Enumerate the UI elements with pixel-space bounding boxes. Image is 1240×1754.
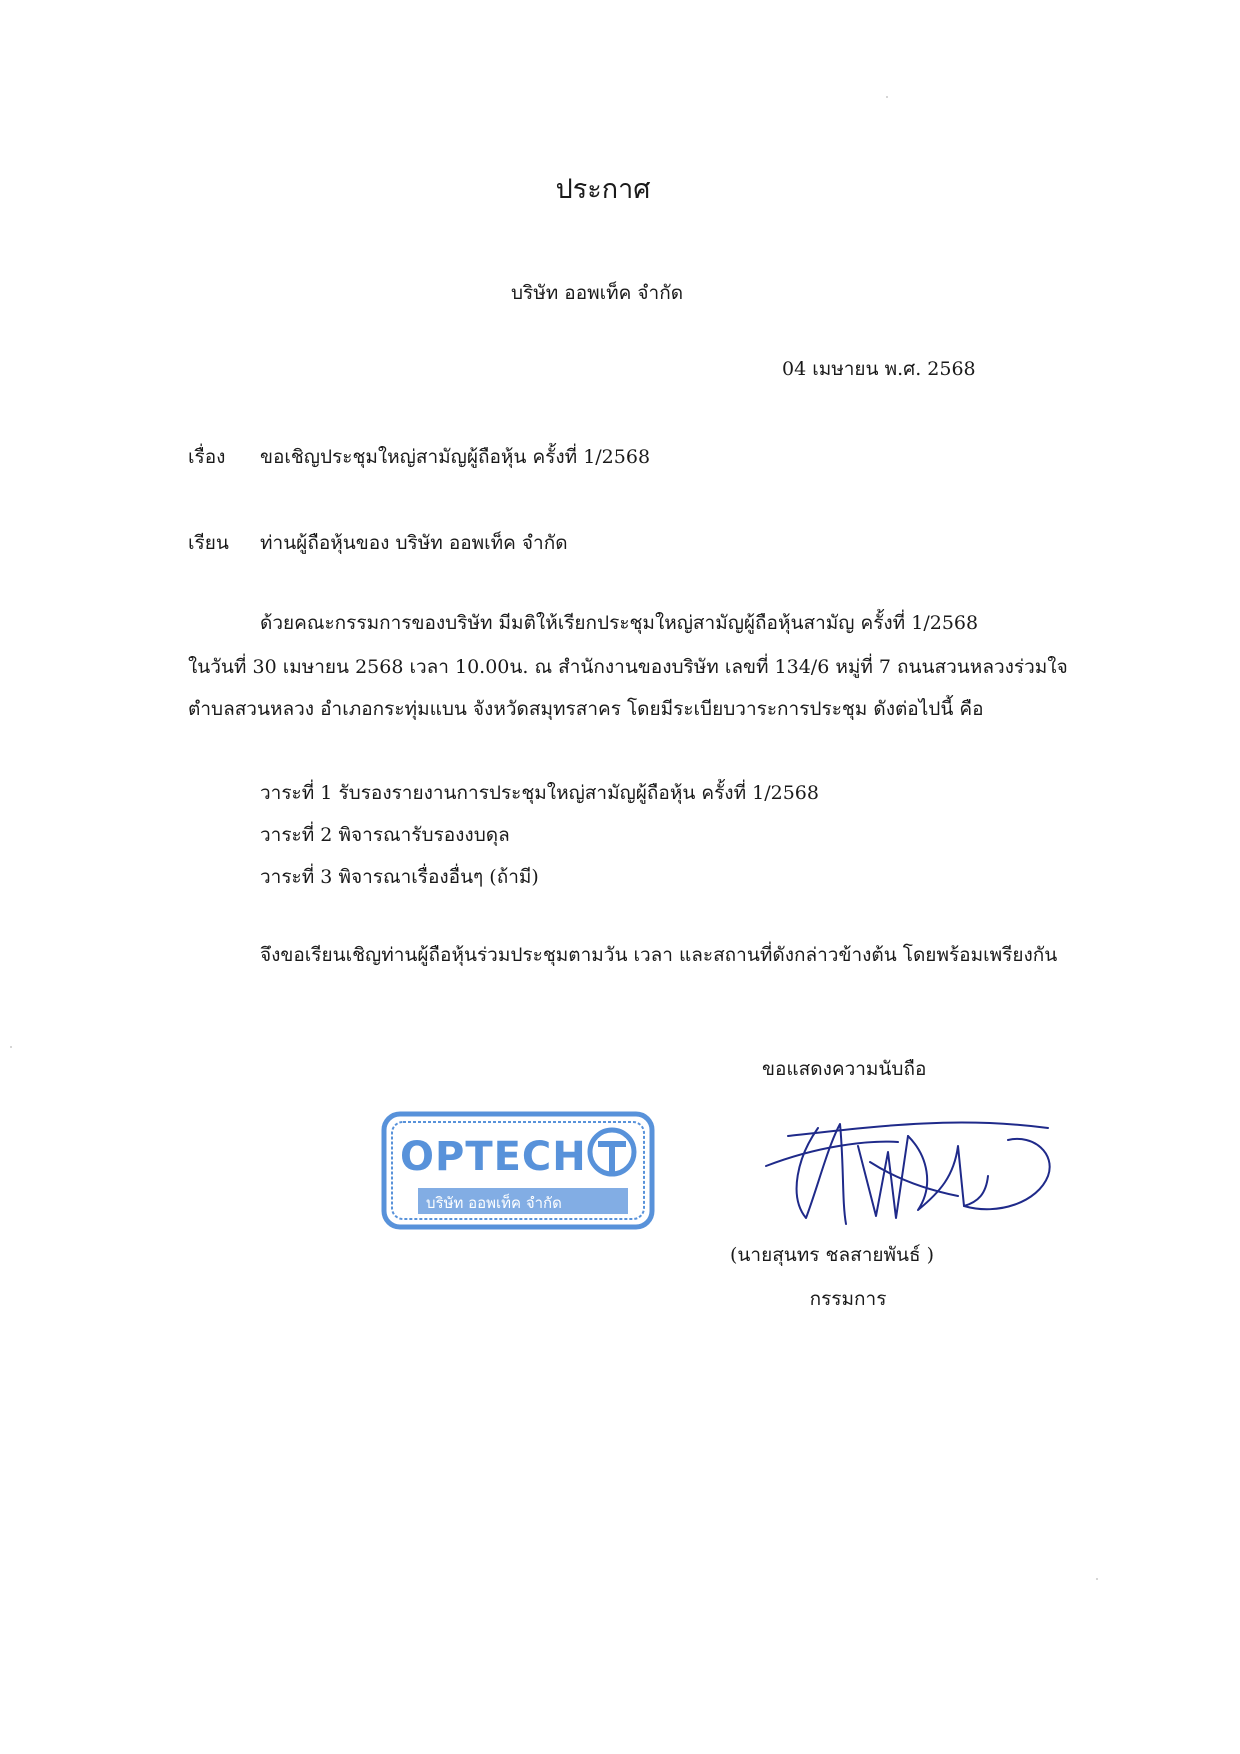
recipient-label: เรียน <box>188 532 229 554</box>
body-paragraph-line-1: ด้วยคณะกรรมการของบริษัท มีมติให้เรียกประชุมใหญ่สามัญผู้ถือหุ้นสามัญ ครั้งที่ 1/2568 <box>260 612 979 634</box>
stamp-sub-text: บริษัท ออพเท็ค จำกัด <box>426 1194 562 1212</box>
scan-speck <box>10 1046 12 1048</box>
closing-statement: จึงขอเรียนเชิญท่านผู้ถือหุ้นร่วมประชุมตามวัน เวลา และสถานที่ดังกล่าวข้างต้น โดยพร้อมเพรียงกัน <box>260 944 1058 966</box>
body-paragraph-line-3: ตำบลสวนหลวง อำเภอกระทุ่มแบน จังหวัดสมุทรสาคร โดยมีระเบียบวาระการประชุม ดังต่อไปนี้ คือ <box>188 698 984 720</box>
document-date: 04 เมษายน พ.ศ. 2568 <box>782 358 976 380</box>
stamp-main-text: OPTECH <box>400 1134 587 1180</box>
scan-speck <box>1096 1578 1098 1580</box>
agenda-item-1: วาระที่ 1 รับรองรายงานการประชุมใหญ่สามัญผู้ถือหุ้น ครั้งที่ 1/2568 <box>260 782 819 804</box>
company-name: บริษัท ออพเท็ค จำกัด <box>510 282 684 304</box>
body-paragraph-line-2: ในวันที่ 30 เมษายน 2568 เวลา 10.00น. ณ สำนักงานของบริษัท เลขที่ 134/6 หมู่ที่ 7 ถนนสวนหลวงร่วมใจ <box>188 656 1068 678</box>
scan-speck <box>886 96 888 98</box>
signer-title: กรรมการ <box>809 1288 887 1310</box>
sign-off: ขอแสดงความนับถือ <box>762 1058 927 1080</box>
company-stamp <box>378 1108 658 1233</box>
recipient-text: ท่านผู้ถือหุ้นของ บริษัท ออพเท็ค จำกัด <box>260 532 568 554</box>
subject-label: เรื่อง <box>188 446 226 468</box>
subject-text: ขอเชิญประชุมใหญ่สามัญผู้ถือหุ้น ครั้งที่ 1/2568 <box>260 446 651 468</box>
document-heading: ประกาศ <box>555 174 651 205</box>
agenda-item-3: วาระที่ 3 พิจารณาเรื่องอื่นๆ (ถ้ามี) <box>260 866 539 888</box>
agenda-item-2: วาระที่ 2 พิจารณารับรองงบดุล <box>260 824 510 846</box>
signature <box>758 1106 1058 1246</box>
signer-name: (นายสุนทร ชลสายพันธ์ ) <box>730 1244 935 1266</box>
